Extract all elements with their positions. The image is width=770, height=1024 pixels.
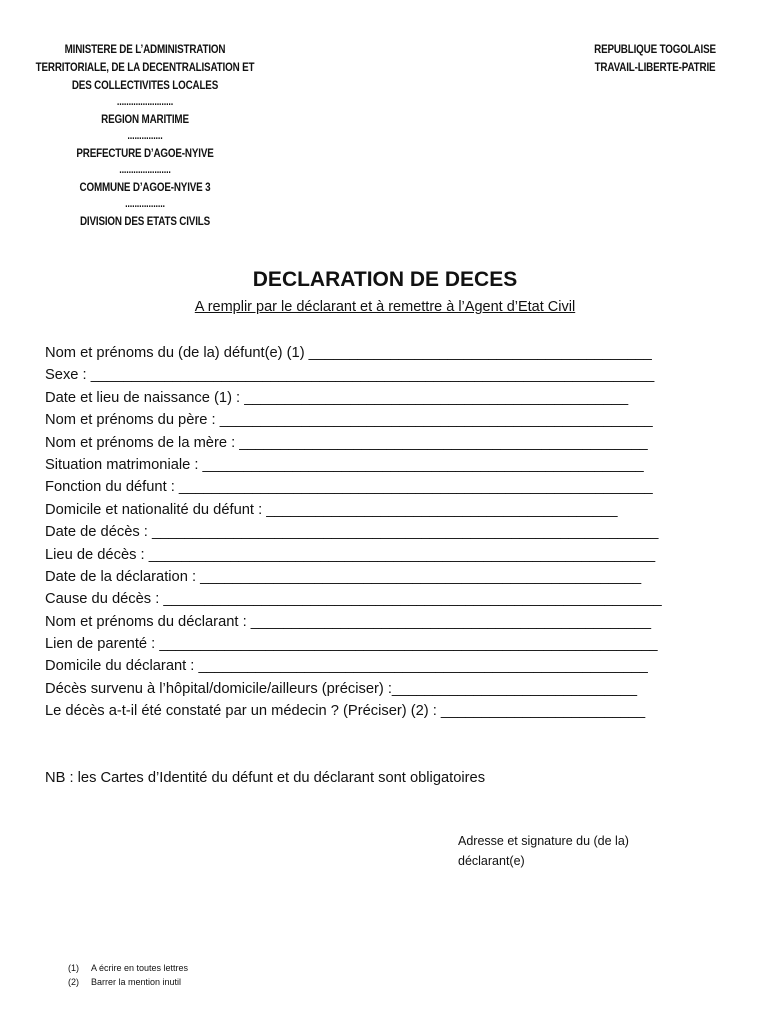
separator-dots: ............... <box>127 130 163 142</box>
republic-header <box>544 40 765 76</box>
division-label: DIVISION DES ETATS CIVILS <box>79 214 211 228</box>
field-father-name[interactable]: Nom et prénoms du père : _____________________________________________________ <box>45 412 653 429</box>
separator-dots: ................. <box>125 198 165 210</box>
footnote-item <box>68 975 188 989</box>
footnote-number: (1) <box>68 963 79 973</box>
field-declarant-domicile[interactable]: Domicile du déclarant : _______________________________________________________ <box>45 658 648 675</box>
motto-label: TRAVAIL-LIBERTE-PATRIE <box>594 60 716 74</box>
signature-block[interactable] <box>458 831 678 871</box>
field-relationship[interactable]: Lien de parenté : _____________________________________________________________ <box>45 636 658 653</box>
footnote-text: A écrire en toutes lettres <box>91 963 189 973</box>
ministry-line-3: DES COLLECTIVITES LOCALES <box>71 78 219 92</box>
footnote-text: Barrer la mention inutil <box>91 977 182 987</box>
field-deceased-name[interactable]: Nom et prénoms du (de la) défunt(e) (1) __________________________________________ <box>45 345 652 361</box>
document-subtitle: A remplir par le déclarant et à remettre à l’Agent d’Etat Civil <box>194 299 576 315</box>
field-occupation[interactable]: Fonction du défunt : __________________________________________________________ <box>45 479 653 496</box>
field-marital-status[interactable]: Situation matrimoniale : ______________________________________________________ <box>45 456 644 473</box>
ministry-line-1: MINISTERE DE L’ADMINISTRATION <box>64 42 226 56</box>
separator-dots: ........................ <box>116 96 174 108</box>
field-doctor-confirmation[interactable]: Le décès a-t-il été constaté par un médecin ? (Préciser) (2) : _________________________ <box>45 703 646 720</box>
footnotes <box>68 961 188 989</box>
separator-dots: ...................... <box>119 164 171 176</box>
footnote-item <box>68 961 188 975</box>
field-mother-name[interactable]: Nom et prénoms de la mère : __________________________________________________ <box>45 434 648 451</box>
signature-label-line-1: Adresse et signature du (de la) <box>458 834 629 848</box>
field-domicile-nationality[interactable]: Domicile et nationalité du défunt : ___________________________________________ <box>45 501 618 518</box>
signature-label-line-2: déclarant(e) <box>458 854 525 868</box>
republic-label: REPUBLIQUE TOGOLAISE <box>594 42 716 56</box>
field-declaration-date[interactable]: Date de la déclaration : ______________________________________________________ <box>45 568 642 585</box>
field-birth-date-place[interactable]: Date et lieu de naissance (1) : _______________________________________________ <box>45 389 629 406</box>
field-death-cause[interactable]: Cause du décès : _____________________________________________________________ <box>45 591 662 608</box>
field-death-place[interactable]: Lieu de décès : ______________________________________________________________ <box>45 546 656 563</box>
field-declarant-name[interactable]: Nom et prénoms du déclarant : _________________________________________________ <box>45 613 651 630</box>
field-sex[interactable]: Sexe : _____________________________________________________________________ <box>45 367 655 384</box>
prefecture-label: PREFECTURE D’AGOE-NYIVE <box>76 146 214 160</box>
form-fields <box>45 342 715 723</box>
footnote-number: (2) <box>68 977 79 987</box>
field-death-date[interactable]: Date de décès : ______________________________________________________________ <box>45 524 659 541</box>
commune-label: COMMUNE D’AGOE-NYIVE 3 <box>79 180 211 194</box>
ministry-header <box>10 40 281 230</box>
region-label: REGION MARITIME <box>101 112 189 126</box>
nb-note: NB : les Cartes d’Identité du défunt et du déclarant sont obligatoires <box>45 770 486 786</box>
ministry-line-2: TERRITORIALE, DE LA DECENTRALISATION ET <box>35 60 255 74</box>
document-title: DECLARATION DE DECES <box>252 268 518 291</box>
field-death-location-type[interactable]: Décès survenu à l’hôpital/domicile/ailleurs (préciser) :______________________________ <box>45 680 637 697</box>
